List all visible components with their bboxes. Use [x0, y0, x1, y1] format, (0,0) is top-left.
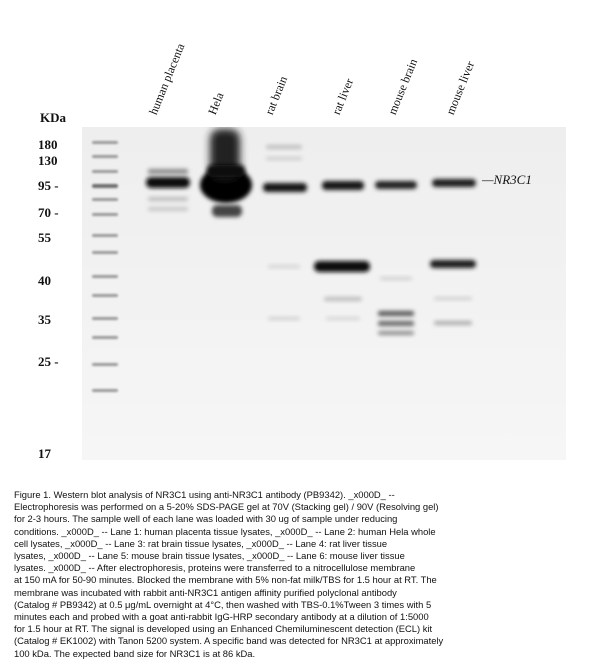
axis-unit-label: KDa: [40, 110, 66, 125]
mw-marker-35: 35: [38, 312, 51, 327]
lane-label-hela: Hela: [205, 90, 227, 117]
mw-marker-130: 130: [38, 153, 58, 168]
lane-label-mouse-liver: mouse liver: [443, 59, 478, 117]
mw-marker-17: 17: [38, 446, 51, 461]
mw-marker-55: 55: [38, 230, 51, 245]
figure-caption: Figure 1. Western blot analysis of NR3C1 using anti-NR3C1 antibody (PB9342). _x000D_ -- Electrophoresis was performed on a 5-20% SDS-PAGE gel at 70V (Stacking gel) / 90V (Resolving gel) for 2-3 hours. The sample well of each lane was loaded with 30 ug of sample under reducing conditions. _x000D_ -- Lane 1: human placenta tissue lysates, _x000D_ -- Lane 2: human Hela whole cell lysates, _x000D_ -- Lane 3: rat brain tissue lysates, _x000D_ -- Lane 4: rat liver tissue lysates, _x000D_ -- Lane 5: mouse brain tissue lysates, _x000D_ -- Lane 6: mouse liver tissue lysates. _x000D_ -- After electrophoresis, proteins were transferred to a nitrocellulose membrane at 150 mA for 50-90 minutes. Blocked the membrane with 5% non-fat milk/TBS for 1.5 hour at RT. The membrane was incubated with rabbit anti-NR3C1 antigen affinity purified polyclonal antibody (Catalog # PB9342) at 0.5 μg/mL overnight at 4°C, then washed with TBS-0.1%Tween 3 times with 5 minutes each and probed with a goat anti-rabbit IgG-HRP secondary antibody at a dilution of 1:5000 for 1.5 hour at RT. The signal is developed using an Enhanced Chemiluminescent detection (ECL) kit (Catalog # EK1002) with Tanon 5200 system. A specific band was detected for NR3C1 at approximately 100 kDa. The expected band size for NR3C1 is at 86 kDa.: [14, 489, 444, 659]
target-band-label: —NR3C1: [482, 172, 532, 187]
mw-marker-40: 40: [38, 273, 51, 288]
lane-label-rat-brain: rat brain: [262, 74, 291, 117]
mw-marker-70: 70 -: [38, 205, 59, 220]
lane-label-mouse-brain: mouse brain: [385, 56, 421, 117]
lane-label-rat-liver: rat liver: [329, 76, 357, 117]
mw-marker-25: 25 -: [38, 354, 59, 369]
lane-label-human-placenta: human placenta: [146, 41, 188, 117]
mw-marker-180: 180: [38, 137, 58, 152]
mw-marker-95: 95 -: [38, 178, 59, 193]
